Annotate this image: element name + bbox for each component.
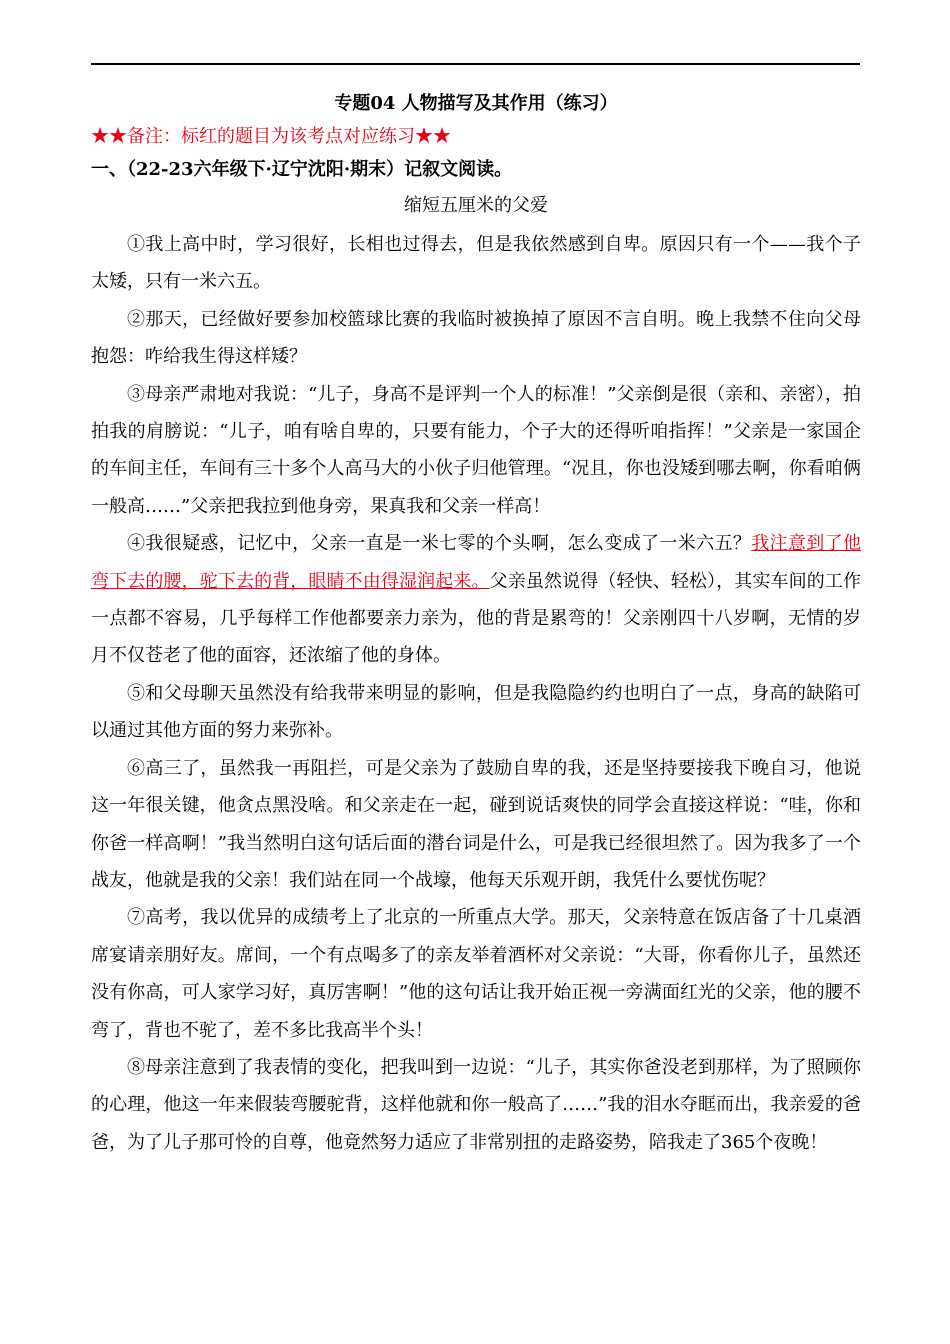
paragraph-6: ⑥高三了，虽然我一再阻拦，可是父亲为了鼓励自卑的我，还是坚持要接我下晚自习，他说这一年很关键，他贪点黑没啥。和父亲走在一起，碰到说话爽快的同学会直接这样说：“哇，你和你爸一样高啊！”我当然明白这句话后面的潜台词是什么，可是我已经很坦然了。因为我多了一个战友，他就是我的父亲！我们站在同一个战壕，他每天乐观开朗，我凭什么要忧伤呢？ <box>91 757 861 891</box>
article-title: 缩短五厘米的父爱 <box>404 195 548 216</box>
remark-note: ★★备注：标红的题目为该考点对应练习★★ <box>91 126 451 147</box>
paragraph-4 <box>91 525 861 675</box>
paragraph-8: ⑧母亲注意到了我表情的变化，把我叫到一边说：“儿子，其实你爸没老到那样，为了照顾你的心理，他这一年来假装弯腰驼背，这样他就和你一般高了……”我的泪水夺眶而出，我亲爱的爸爸，为了儿子那可怜的自尊，他竟然努力适应了非常别扭的走路姿势，陪我走了365个夜晚！ <box>91 1056 861 1153</box>
paragraph-1: ①我上高中时，学习很好，长相也过得去，但是我依然感到自卑。原因只有一个——我个子太矮，只有一米六五。 <box>91 234 861 293</box>
paragraph-3: ③母亲严肃地对我说：“儿子，身高不是评判一个人的标准！”父亲倒是很（亲和、亲密），拍拍我的肩膀说：“儿子，咱有啥自卑的，只要有能力，个子大的还得听咱指挥！”父亲是一家国企的车间主任，车间有三十多个人高马大的小伙子归他管理。“况且，你也没矮到哪去啊，你看咱俩一般高……”父亲把我拉到他身旁，果真我和父亲一样高！ <box>91 383 861 517</box>
question-heading: 一、（22-23六年级下·辽宁沈阳·期末）记叙文阅读。 <box>91 159 513 180</box>
highlighted-sentence: 我注意到了他弯下去的腰，驼下去的背，眼睛不由得湿润起来。 <box>91 533 861 592</box>
paragraph-4-start: ④我很疑惑，记忆中，父亲一直是一米七零的个头啊，怎么变成了一米六五？ <box>127 533 752 555</box>
header-rule <box>91 63 860 65</box>
paragraph-5: ⑤和父母聊天虽然没有给我带来明显的影响，但是我隐隐约约也明白了一点，身高的缺陷可以通过其他方面的努力来弥补。 <box>91 682 861 742</box>
document-body <box>91 86 861 1161</box>
paragraph-7: ⑦高考，我以优异的成绩考上了北京的一所重点大学。那天，父亲特意在饭店备了十几桌酒席宴请亲朋好友。席间，一个有点喝多了的亲友举着酒杯对父亲说：“大哥，你看你儿子，虽然还没有你高，可人家学习好，真厉害啊！”他的这句话让我开始正视一旁满面红光的父亲，他的腰不弯了，背也不驼了，差不多比我高半个头！ <box>91 907 861 1041</box>
paragraph-2: ②那天，已经做好要参加校篮球比赛的我临时被换掉了原因不言自明。晚上我禁不住向父母抱怨：咋给我生得这样矮？ <box>91 308 861 368</box>
document-title: 专题04 人物描写及其作用（练习） <box>334 93 618 114</box>
paragraph-4-end: 父亲虽然说得（轻快、轻松），其实车间的工作一点都不容易，几乎每样工作他都要亲力亲为，他的背是累弯的！父亲刚四十八岁啊，无情的岁月不仅苍老了他的面容，还浓缩了他的身体。 <box>91 570 862 667</box>
